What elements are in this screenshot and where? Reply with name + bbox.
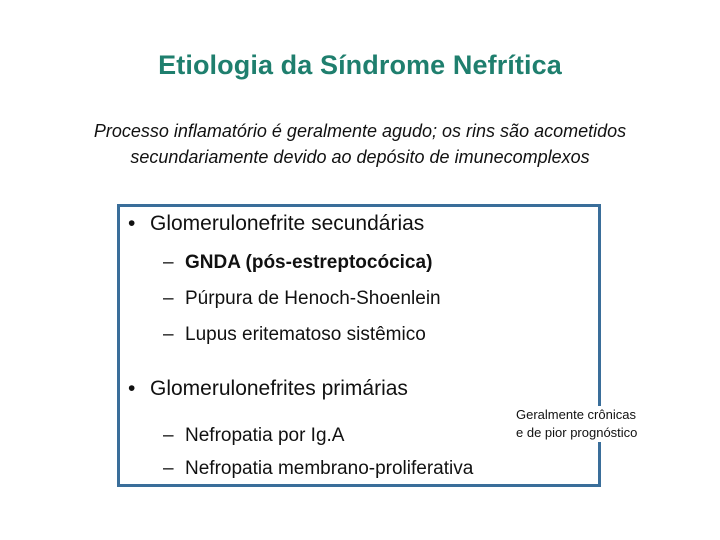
subtitle: [20, 118, 700, 170]
dash: –: [163, 458, 174, 479]
side-note-line-1: Geralmente crônicas: [516, 407, 636, 422]
bullet-heading: Glomerulonefrite secundárias: [150, 212, 425, 235]
slide-title: Etiologia da Síndrome Nefrítica: [158, 50, 562, 80]
side-note: [516, 406, 637, 442]
bullet-primary-glomerulonephritis: [128, 377, 408, 401]
list-item-gnda: [163, 252, 432, 274]
subtitle-line-2: secundariamente devido ao depósito de imunecomplexos: [130, 147, 590, 167]
subtitle-line-1: Processo inflamatório é geralmente agudo; os rins são acometidos: [93, 121, 627, 141]
bullet-secondary-glomerulonephritis: [128, 212, 424, 236]
bullet-dot: •: [128, 212, 136, 235]
list-item-lupus: [163, 324, 426, 346]
list-item-henoch-schoenlein: [163, 288, 441, 310]
list-item-iga-nephropathy: [163, 425, 344, 447]
dash: –: [163, 288, 174, 309]
list-item-label: Nefropatia por Ig.A: [185, 425, 345, 446]
list-item-label: GNDA (pós-estreptocócica): [185, 252, 433, 273]
list-item-label: Nefropatia membrano-proliferativa: [185, 458, 474, 479]
list-item-label: Púrpura de Henoch-Shoenlein: [185, 288, 441, 309]
bullet-dot: •: [128, 377, 136, 400]
dash: –: [163, 324, 174, 345]
dash: –: [163, 252, 174, 273]
dash: –: [163, 425, 174, 446]
bullet-heading: Glomerulonefrites primárias: [150, 377, 408, 400]
list-item-label: Lupus eritematoso sistêmico: [185, 324, 426, 345]
side-note-line-2: e de pior prognóstico: [516, 425, 638, 440]
list-item-membranoproliferative: [163, 458, 473, 480]
